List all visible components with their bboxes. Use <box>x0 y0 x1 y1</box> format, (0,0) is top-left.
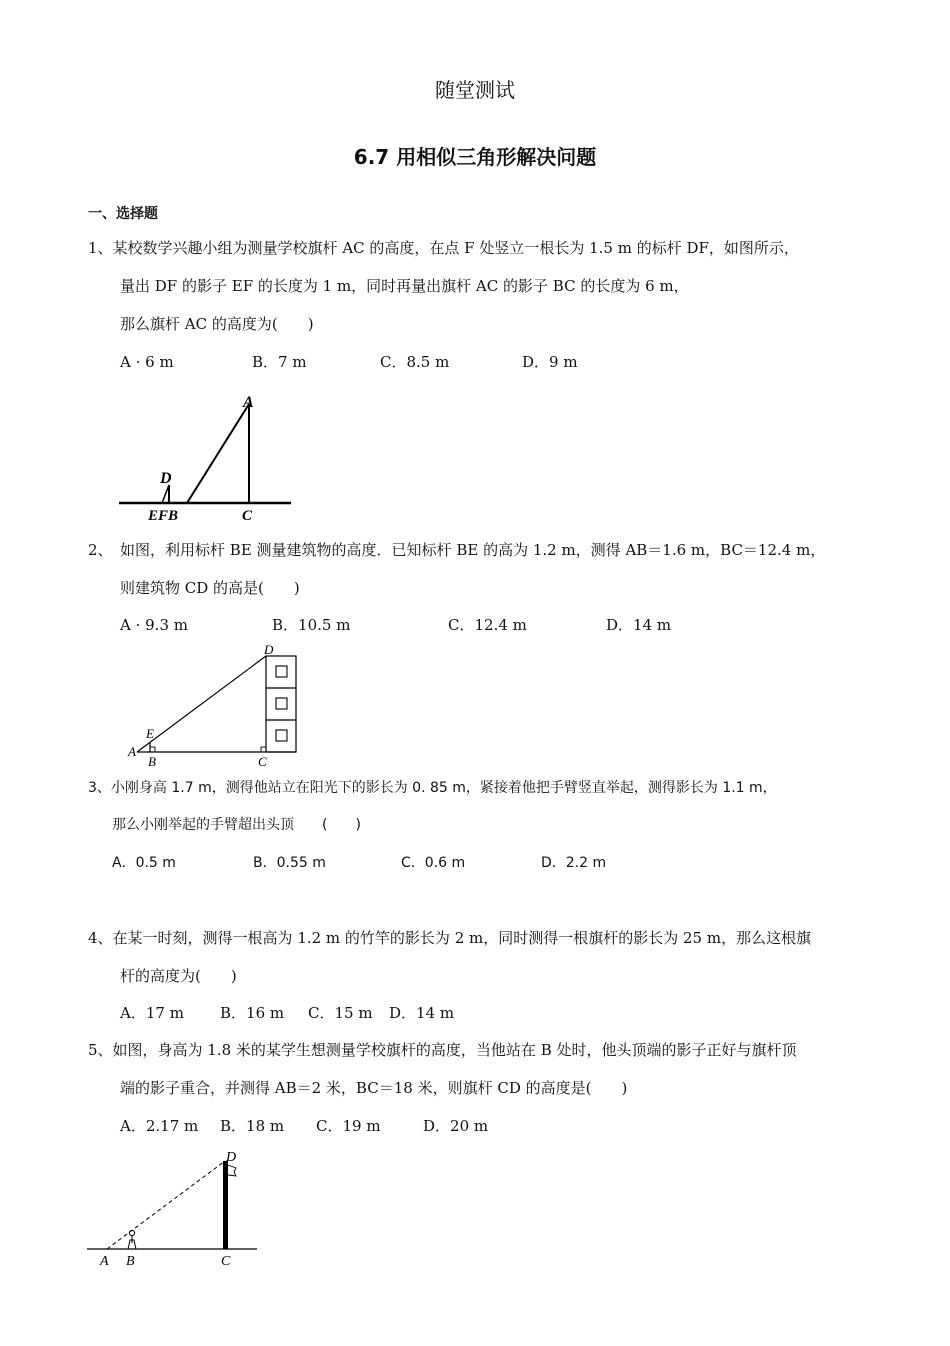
question-2-line-2: 则建筑物 CD 的高是( ) <box>120 579 300 597</box>
question-5-line-1: 5、如图，身高为 1.8 米的某学生想测量学校旗杆的高度，当他站在 B 处时，他头顶端的影子正好与旗杆顶 <box>88 1041 797 1059</box>
question-5-figure <box>85 1144 265 1274</box>
label-d: D <box>160 470 172 487</box>
page-title: 随堂测试 <box>435 78 515 102</box>
question-2-option-b[interactable]: B．10.5 m <box>272 616 351 634</box>
shadow-ray-ad <box>107 1161 225 1249</box>
question-3-option-b[interactable]: B．0.55 m <box>253 855 326 871</box>
question-5-option-b[interactable]: B．18 m <box>220 1117 285 1135</box>
label-b: B <box>126 1254 135 1269</box>
flag-icon <box>228 1165 236 1176</box>
sun-ray-ab <box>187 404 249 503</box>
question-5-option-c[interactable]: C．19 m <box>316 1117 381 1135</box>
question-5-line-2: 端的影子重合，并测得 AB＝2 米，BC＝18 米，则旗杆 CD 的高度是( ) <box>120 1079 628 1097</box>
question-1-line-3: 那么旗杆 AC 的高度为( ) <box>120 315 314 333</box>
label-a: A <box>100 1254 109 1269</box>
right-angle-b <box>150 747 155 752</box>
right-angle-c <box>261 747 266 752</box>
question-4-option-c[interactable]: C．15 m <box>308 1004 373 1022</box>
sight-line-ad <box>137 656 266 752</box>
question-2-option-c[interactable]: C．12.4 m <box>448 616 527 634</box>
question-2-option-a[interactable]: A · 9.3 m <box>120 616 188 634</box>
section-heading: 一、选择题 <box>88 206 158 222</box>
question-2-option-d[interactable]: D．14 m <box>606 616 672 634</box>
label-a: A <box>243 394 254 411</box>
question-4-line-2: 杆的高度为( ) <box>120 967 237 985</box>
sun-ray-de <box>162 485 169 503</box>
question-5-option-a[interactable]: A．2.17 m <box>120 1117 199 1135</box>
question-3-option-d[interactable]: D．2.2 m <box>541 855 607 871</box>
building-window <box>276 698 287 709</box>
label-e: E <box>146 726 154 741</box>
question-2-line-1: 2、 如图，利用标杆 BE 测量建筑物的高度．已知标杆 BE 的高为 1.2 m，测得 AB＝1.6 m，BC＝12.4 m， <box>88 541 826 559</box>
label-c: C <box>221 1254 231 1269</box>
label-a: A <box>128 744 136 759</box>
label-b: B <box>148 754 156 769</box>
building-window <box>276 730 287 741</box>
building-window <box>276 666 287 677</box>
question-3-line-2: 那么小刚举起的手臂超出头顶 ( ) <box>112 817 361 833</box>
question-5-option-d[interactable]: D．20 m <box>423 1117 489 1135</box>
question-4-option-b[interactable]: B．16 m <box>220 1004 285 1022</box>
building-cd <box>266 656 296 752</box>
question-4-option-a[interactable]: A．17 m <box>120 1004 184 1022</box>
question-2-figure <box>125 640 305 770</box>
label-c: C <box>258 754 267 769</box>
label-c: C <box>242 508 253 523</box>
question-1-figure <box>115 388 295 523</box>
question-1-option-d[interactable]: D．9 m <box>522 353 578 371</box>
question-4-option-d[interactable]: D．14 m <box>389 1004 455 1022</box>
question-1-line-2: 量出 DF 的影子 EF 的长度为 1 m，同时再量出旗杆 AC 的影子 BC 的长度为 6 m， <box>120 277 689 295</box>
label-efb: EFB <box>148 508 179 523</box>
question-3-option-c[interactable]: C．0.6 m <box>401 855 466 871</box>
question-1-option-c[interactable]: C．8.5 m <box>380 353 450 371</box>
question-4-line-1: 4、在某一时刻，测得一根高为 1.2 m 的竹竿的影长为 2 m，同时测得一根旗杆的影长为 25 m，那么这根旗 <box>88 929 812 947</box>
student-head-icon <box>129 1230 134 1235</box>
page-subtitle: 6.7 用相似三角形解决问题 <box>353 145 597 169</box>
question-1-option-b[interactable]: B．7 m <box>252 353 307 371</box>
label-d: D <box>264 642 274 657</box>
flagpole-cd <box>223 1161 228 1249</box>
question-1-option-a[interactable]: A · 6 m <box>120 353 174 371</box>
question-1-line-1: 1、某校数学兴趣小组为测量学校旗杆 AC 的高度，在点 F 处竖立一根长为 1.5 m 的标杆 DF，如图所示， <box>88 239 799 257</box>
question-3-line-1: 3、小刚身高 1.7 m，测得他站立在阳光下的影长为 0. 85 m，紧接着他把手臂竖直举起，测得影长为 1.1 m， <box>88 780 777 796</box>
question-3-option-a[interactable]: A．0.5 m <box>112 855 176 871</box>
label-d: D <box>226 1150 237 1165</box>
